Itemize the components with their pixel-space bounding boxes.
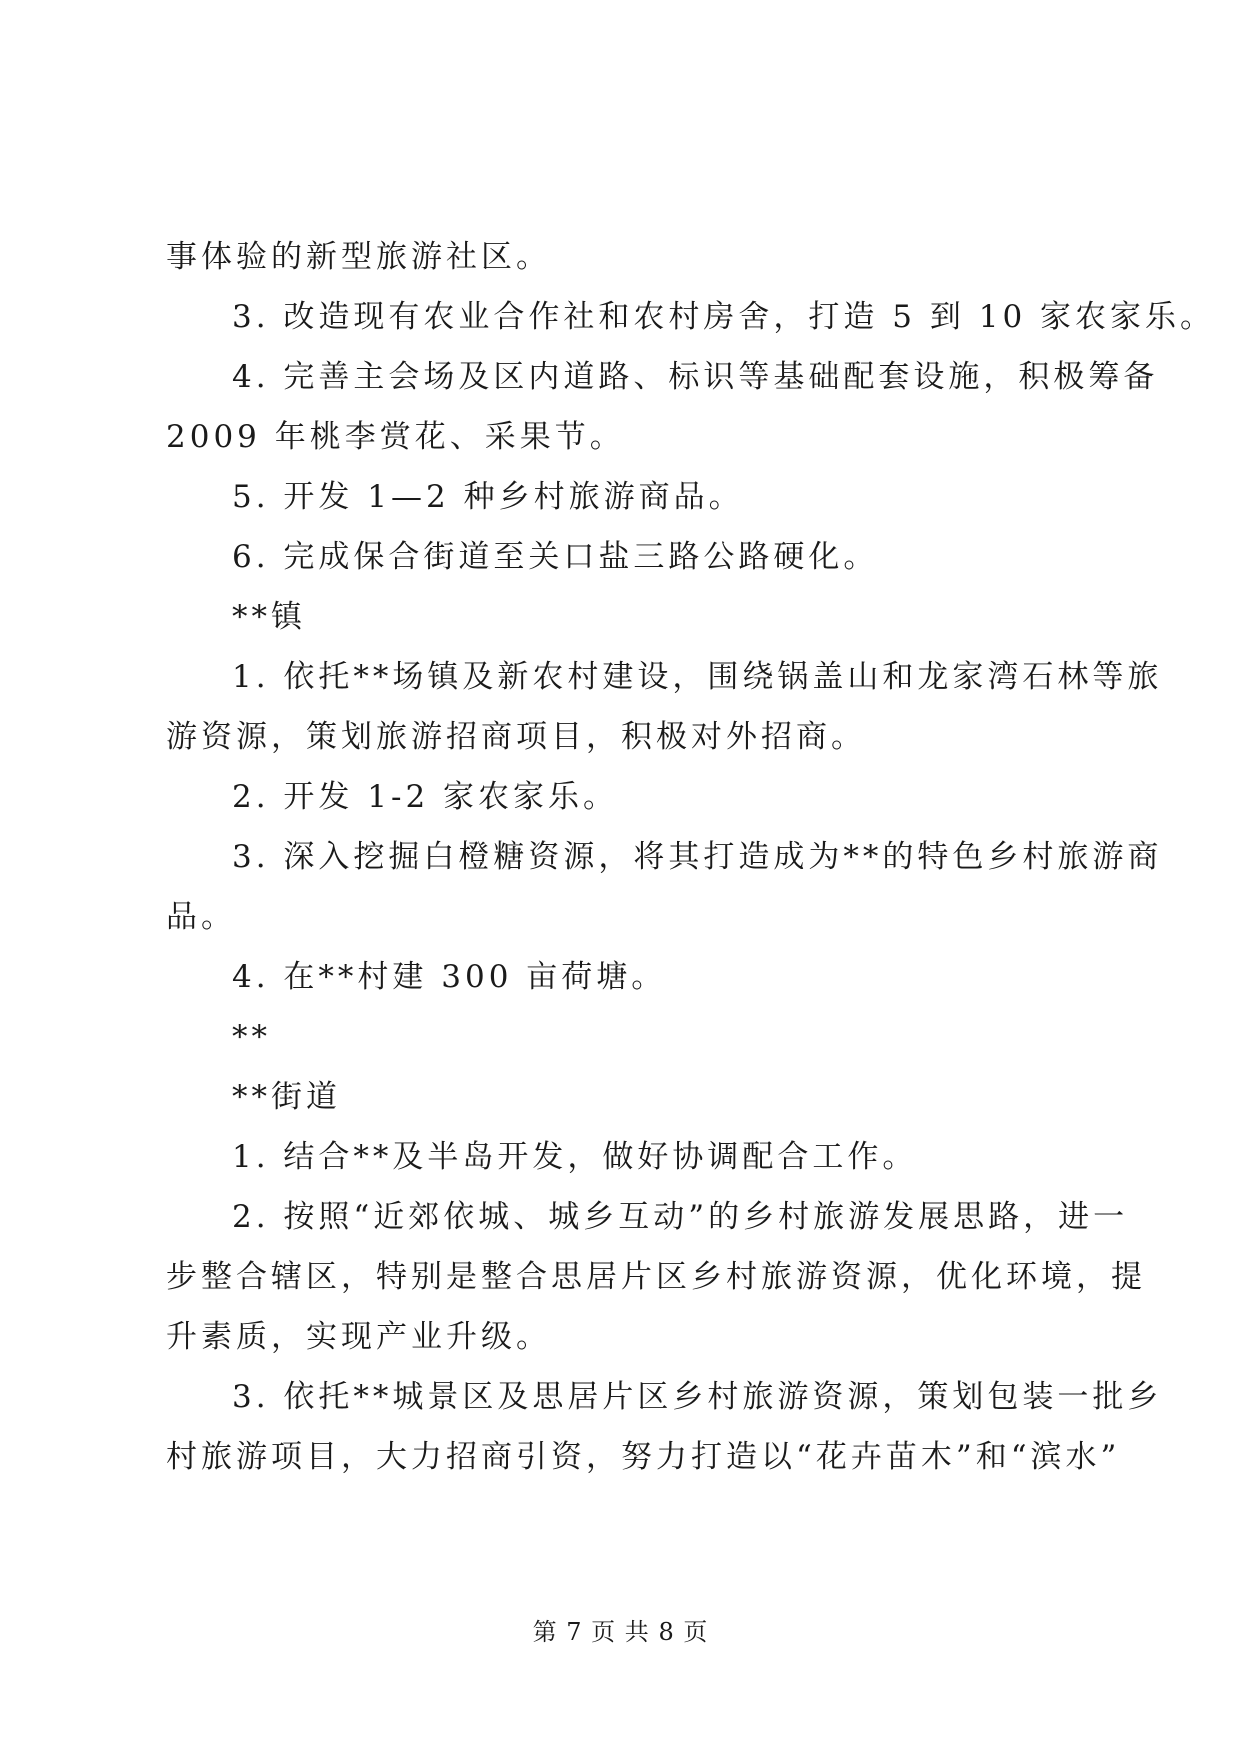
text-line: 1. 结合**及半岛开发，做好协调配合工作。: [232, 1139, 918, 1175]
section-heading: **街道: [232, 1079, 341, 1115]
text-line: 3. 深入挖掘白橙糖资源，将其打造成为**的特色乡村旅游商: [232, 839, 1163, 875]
text-line: 2009 年桃李赏花、采果节。: [166, 419, 625, 455]
text-line: 3. 依托**城景区及思居片区乡村旅游资源，策划包装一批乡: [232, 1379, 1163, 1415]
text-line: 3. 改造现有农业合作社和农村房舍，打造 5 到 10 家农家乐。: [232, 299, 1216, 335]
text-line: 5. 开发 1—2 种乡村旅游商品。: [232, 479, 744, 515]
text-line: 2. 按照“近郊依城、城乡互动”的乡村旅游发展思路，进一: [232, 1199, 1129, 1235]
document-body: [166, 227, 1216, 1487]
text-line: 6. 完成保合街道至关口盐三路公路硬化。: [232, 539, 879, 575]
text-line: 游资源，策划旅游招商项目，积极对外招商。: [166, 719, 866, 755]
text-line: 4. 在**村建 300 亩荷塘。: [232, 959, 667, 995]
page-footer: 第 7 页 共 8 页: [532, 1618, 709, 1646]
text-line: 升素质，实现产业升级。: [166, 1319, 551, 1355]
text-line: 步整合辖区，特别是整合思居片区乡村旅游资源，优化环境，提: [166, 1259, 1146, 1295]
text-line: 1. 依托**场镇及新农村建设，围绕锅盖山和龙家湾石林等旅: [232, 659, 1163, 695]
text-line: 4. 完善主会场及区内道路、标识等基础配套设施，积极筹备: [232, 359, 1159, 395]
text-line: 2. 开发 1-2 家农家乐。: [232, 779, 619, 815]
text-line: 品。: [166, 899, 236, 935]
text-line: 村旅游项目，大力招商引资，努力打造以“花卉苗木”和“滨水”: [166, 1439, 1121, 1475]
section-heading: **镇: [232, 599, 306, 635]
text-line: 事体验的新型旅游社区。: [166, 239, 551, 275]
section-heading: **: [232, 1019, 271, 1055]
